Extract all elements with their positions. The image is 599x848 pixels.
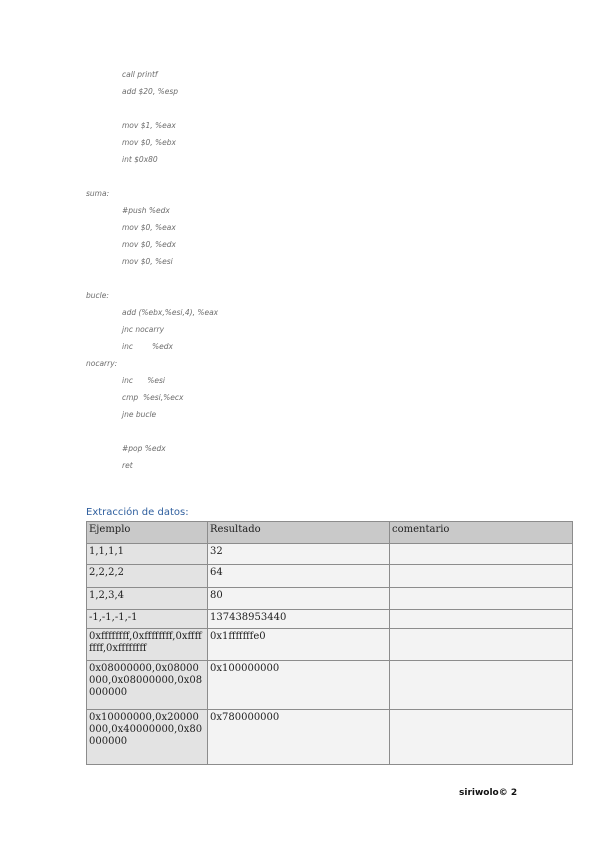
table-row: [87, 610, 573, 629]
table-row: [87, 565, 573, 588]
cell-resultado: 64: [208, 565, 390, 588]
header-comentario: comentario: [390, 522, 573, 544]
cell-ejemplo: 0xffffffff,0xffffffff,0xffffffff,0xffffffff: [87, 629, 208, 661]
table-header-row: [87, 522, 573, 544]
cell-resultado: 137438953440: [208, 610, 390, 629]
section-title: Extracción de datos:: [86, 507, 189, 518]
code-line: jne bucle: [122, 410, 157, 419]
code-line: mov $0, %esi: [122, 257, 173, 266]
table-row: [87, 710, 573, 765]
code-line: inc %esi: [122, 376, 165, 385]
table-row: [87, 588, 573, 610]
header-resultado: Resultado: [208, 522, 390, 544]
cell-comentario: [390, 565, 573, 588]
table-row: [87, 629, 573, 661]
code-line: inc %edx: [122, 342, 173, 351]
cell-ejemplo: 1,1,1,1: [87, 544, 208, 565]
results-table: [86, 521, 573, 765]
code-line: ret: [122, 461, 133, 470]
cell-ejemplo: 0x10000000,0x20000000,0x40000000,0x80000000: [87, 710, 208, 765]
cell-comentario: [390, 544, 573, 565]
header-ejemplo: Ejemplo: [87, 522, 208, 544]
code-line: mov $0, %ebx: [122, 138, 176, 147]
code-line: add $20, %esp: [122, 87, 178, 96]
code-line: jnc nocarry: [122, 325, 165, 334]
cell-resultado: 0x1fffffffe0: [208, 629, 390, 661]
cell-comentario: [390, 710, 573, 765]
cell-comentario: [390, 661, 573, 710]
cell-ejemplo: 2,2,2,2: [87, 565, 208, 588]
table-row: [87, 544, 573, 565]
cell-resultado: 32: [208, 544, 390, 565]
code-line: int $0x80: [122, 155, 158, 164]
cell-ejemplo: 0x08000000,0x08000000,0x08000000,0x08000000: [87, 661, 208, 710]
code-label: bucle:: [86, 291, 109, 300]
code-line: mov $0, %edx: [122, 240, 176, 249]
code-line: #pop %edx: [122, 444, 166, 453]
cell-ejemplo: 1,2,3,4: [87, 588, 208, 610]
cell-comentario: [390, 588, 573, 610]
code-label: nocarry:: [86, 359, 118, 368]
cell-resultado: 80: [208, 588, 390, 610]
code-line: mov $0, %eax: [122, 223, 176, 232]
cell-comentario: [390, 610, 573, 629]
code-line: cmp %esi,%ecx: [122, 393, 184, 402]
cell-resultado: 0x780000000: [208, 710, 390, 765]
cell-ejemplo: -1,-1,-1,-1: [87, 610, 208, 629]
code-line: mov $1, %eax: [122, 121, 176, 130]
footer-page-number: siriwolo© 2: [459, 788, 518, 798]
code-label: suma:: [86, 189, 110, 198]
code-line: add (%ebx,%esi,4), %eax: [122, 308, 219, 317]
cell-comentario: [390, 629, 573, 661]
cell-resultado: 0x100000000: [208, 661, 390, 710]
code-line: call printf: [122, 70, 158, 79]
code-line: #push %edx: [122, 206, 170, 215]
table-row: [87, 661, 573, 710]
